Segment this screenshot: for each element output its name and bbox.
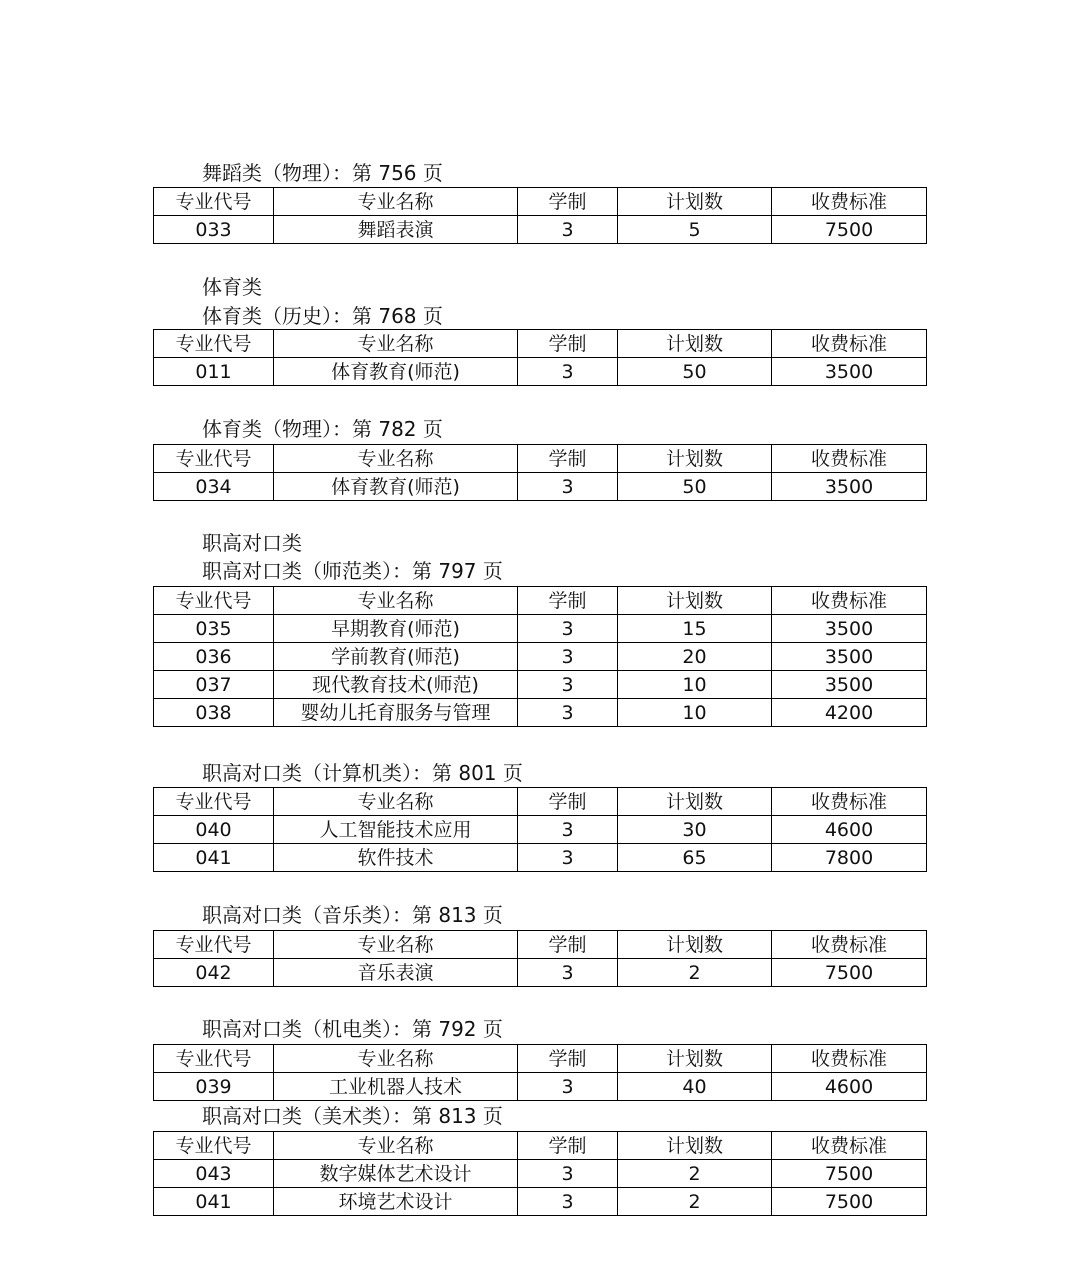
table-cell: 3: [518, 816, 618, 844]
table-cell: 体育教育(师范): [274, 358, 518, 386]
column-header: 专业名称: [274, 445, 518, 473]
table-cell: 4200: [772, 699, 927, 727]
table-cell: 033: [154, 216, 274, 244]
table-cell: 人工智能技术应用: [274, 816, 518, 844]
table-cell: 3: [518, 671, 618, 699]
major-table: [153, 930, 927, 987]
column-header: 专业名称: [274, 931, 518, 959]
column-header: 学制: [518, 788, 618, 816]
column-header: 收费标准: [772, 587, 927, 615]
column-header: 计划数: [618, 788, 772, 816]
table-cell: 3: [518, 1160, 618, 1188]
table-header-row: [154, 188, 927, 216]
table-row: [154, 699, 927, 727]
table-cell: 音乐表演: [274, 959, 518, 987]
table-cell: 3: [518, 358, 618, 386]
section-heading: 体育类: [202, 275, 262, 299]
table-header-row: [154, 445, 927, 473]
section-heading: 职高对口类（机电类）：第 792 页: [202, 1017, 503, 1041]
table-row: [154, 1160, 927, 1188]
section-heading: 体育类（历史）：第 768 页: [202, 304, 443, 328]
table-cell: 035: [154, 615, 274, 643]
table-cell: 工业机器人技术: [274, 1073, 518, 1101]
column-header: 学制: [518, 1045, 618, 1073]
table-cell: 3: [518, 1188, 618, 1216]
column-header: 学制: [518, 330, 618, 358]
section-heading: 体育类（物理）：第 782 页: [202, 417, 443, 441]
table-cell: 7500: [772, 216, 927, 244]
table-cell: 软件技术: [274, 844, 518, 872]
table-row: [154, 473, 927, 501]
table-header-row: [154, 788, 927, 816]
section-heading: 职高对口类（计算机类）：第 801 页: [202, 761, 523, 785]
column-header: 专业名称: [274, 330, 518, 358]
column-header: 学制: [518, 931, 618, 959]
table-header-row: [154, 330, 927, 358]
table-cell: 011: [154, 358, 274, 386]
table-cell: 038: [154, 699, 274, 727]
table-cell: 037: [154, 671, 274, 699]
table-cell: 3: [518, 699, 618, 727]
table-cell: 现代教育技术(师范): [274, 671, 518, 699]
column-header: 专业代号: [154, 1132, 274, 1160]
table-cell: 3500: [772, 358, 927, 386]
column-header: 收费标准: [772, 1132, 927, 1160]
table-cell: 体育教育(师范): [274, 473, 518, 501]
table-cell: 036: [154, 643, 274, 671]
column-header: 学制: [518, 1132, 618, 1160]
table-cell: 3: [518, 959, 618, 987]
table-cell: 7800: [772, 844, 927, 872]
table-cell: 婴幼儿托育服务与管理: [274, 699, 518, 727]
section-heading: 职高对口类（美术类）：第 813 页: [202, 1104, 503, 1128]
table-cell: 3500: [772, 643, 927, 671]
table-cell: 039: [154, 1073, 274, 1101]
table-cell: 3: [518, 1073, 618, 1101]
column-header: 计划数: [618, 1045, 772, 1073]
table-cell: 10: [618, 671, 772, 699]
column-header: 收费标准: [772, 788, 927, 816]
column-header: 专业代号: [154, 587, 274, 615]
column-header: 学制: [518, 445, 618, 473]
column-header: 收费标准: [772, 445, 927, 473]
major-table: [153, 444, 927, 501]
table-cell: 4600: [772, 1073, 927, 1101]
column-header: 学制: [518, 587, 618, 615]
table-row: [154, 643, 927, 671]
column-header: 专业名称: [274, 587, 518, 615]
table-cell: 环境艺术设计: [274, 1188, 518, 1216]
column-header: 计划数: [618, 445, 772, 473]
column-header: 专业代号: [154, 1045, 274, 1073]
table-cell: 舞蹈表演: [274, 216, 518, 244]
table-row: [154, 615, 927, 643]
table-cell: 3500: [772, 671, 927, 699]
table-cell: 2: [618, 959, 772, 987]
column-header: 专业代号: [154, 330, 274, 358]
major-table: [153, 1131, 927, 1216]
table-cell: 7500: [772, 959, 927, 987]
table-cell: 40: [618, 1073, 772, 1101]
table-cell: 3: [518, 844, 618, 872]
column-header: 计划数: [618, 188, 772, 216]
section-heading: 职高对口类: [202, 531, 302, 555]
table-header-row: [154, 1045, 927, 1073]
column-header: 收费标准: [772, 188, 927, 216]
column-header: 收费标准: [772, 1045, 927, 1073]
table-cell: 034: [154, 473, 274, 501]
column-header: 学制: [518, 188, 618, 216]
table-row: [154, 671, 927, 699]
table-cell: 042: [154, 959, 274, 987]
column-header: 专业名称: [274, 788, 518, 816]
section-heading: 职高对口类（音乐类）：第 813 页: [202, 903, 503, 927]
column-header: 专业代号: [154, 445, 274, 473]
major-table: [153, 187, 927, 244]
table-cell: 2: [618, 1160, 772, 1188]
column-header: 专业名称: [274, 188, 518, 216]
table-cell: 041: [154, 1188, 274, 1216]
table-cell: 7500: [772, 1188, 927, 1216]
major-table: [153, 787, 927, 872]
table-header-row: [154, 931, 927, 959]
column-header: 专业名称: [274, 1132, 518, 1160]
table-row: [154, 816, 927, 844]
table-cell: 15: [618, 615, 772, 643]
column-header: 收费标准: [772, 931, 927, 959]
table-cell: 2: [618, 1188, 772, 1216]
table-cell: 3: [518, 216, 618, 244]
table-cell: 50: [618, 358, 772, 386]
table-cell: 50: [618, 473, 772, 501]
table-cell: 30: [618, 816, 772, 844]
table-cell: 043: [154, 1160, 274, 1188]
table-cell: 040: [154, 816, 274, 844]
column-header: 专业代号: [154, 188, 274, 216]
table-cell: 041: [154, 844, 274, 872]
table-cell: 7500: [772, 1160, 927, 1188]
major-table: [153, 329, 927, 386]
table-cell: 20: [618, 643, 772, 671]
column-header: 计划数: [618, 1132, 772, 1160]
table-cell: 5: [618, 216, 772, 244]
table-row: [154, 844, 927, 872]
section-heading: 职高对口类（师范类）：第 797 页: [202, 559, 503, 583]
table-cell: 学前教育(师范): [274, 643, 518, 671]
section-heading: 舞蹈类（物理）：第 756 页: [202, 161, 443, 185]
table-header-row: [154, 1132, 927, 1160]
table-cell: 3500: [772, 473, 927, 501]
table-cell: 10: [618, 699, 772, 727]
table-row: [154, 216, 927, 244]
table-cell: 4600: [772, 816, 927, 844]
major-table: [153, 586, 927, 727]
column-header: 收费标准: [772, 330, 927, 358]
table-cell: 65: [618, 844, 772, 872]
table-cell: 3500: [772, 615, 927, 643]
table-cell: 数字媒体艺术设计: [274, 1160, 518, 1188]
column-header: 计划数: [618, 330, 772, 358]
column-header: 计划数: [618, 931, 772, 959]
table-cell: 早期教育(师范): [274, 615, 518, 643]
table-cell: 3: [518, 473, 618, 501]
major-table: [153, 1044, 927, 1101]
table-cell: 3: [518, 643, 618, 671]
table-row: [154, 1188, 927, 1216]
table-row: [154, 358, 927, 386]
table-row: [154, 1073, 927, 1101]
column-header: 计划数: [618, 587, 772, 615]
table-row: [154, 959, 927, 987]
column-header: 专业代号: [154, 931, 274, 959]
column-header: 专业代号: [154, 788, 274, 816]
column-header: 专业名称: [274, 1045, 518, 1073]
table-cell: 3: [518, 615, 618, 643]
table-header-row: [154, 587, 927, 615]
